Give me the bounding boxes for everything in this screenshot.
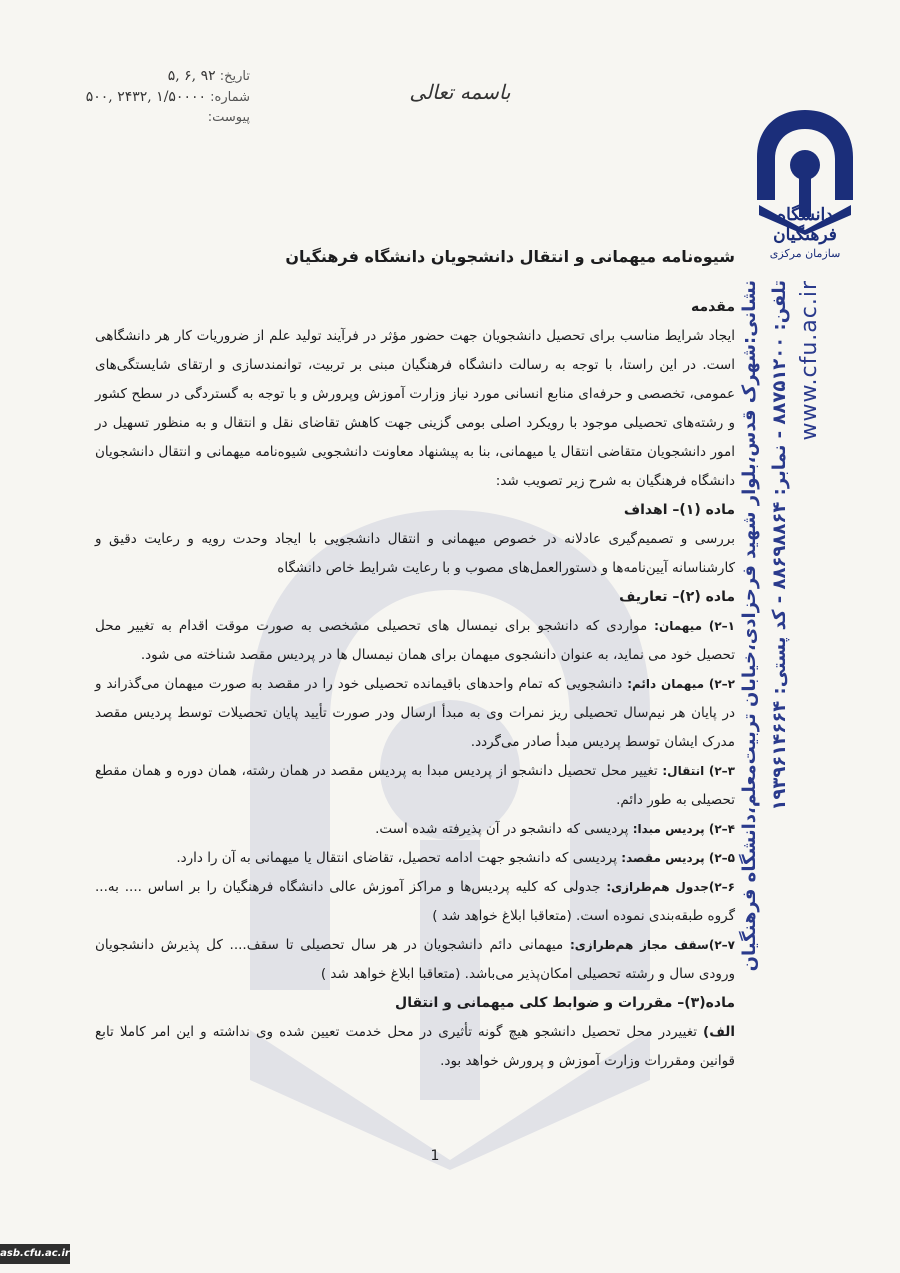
article3-item-text: تغییردر محل تحصیل دانشجو هیچ گونه تأثیری در محل خدمت تعیین شده وی نداشته و این امر کاملا تابع قوانین ومقررات وزارت آموزش و پرورش خواهد بود. <box>95 1024 735 1069</box>
article1-paragraph: بررسی و تصمیم‌گیری عادلانه در خصوص میهمانی و انتقال دانشجویی با ایجاد وحدت رویه و رعایت دقیق و کارشناسانه آیین‌نامه‌ها و دستورالعمل‌های مصوب و با رعایت شرایط خاص دانشگاه <box>95 531 735 576</box>
definition-item <box>95 612 735 670</box>
site-badge[interactable]: asb.cfu.ac.ir <box>0 1244 70 1264</box>
definition-term: ۴–۲) پردیس مبدا: <box>632 822 735 836</box>
attachment-row <box>40 108 250 128</box>
definition-text: مواردی که دانشجو برای نیمسال های تحصیلی مشخصی به صورت موقت اقدام به تغییر محل تحصیل خود می نماید، به عنوان دانشجوی میهمان برای همان نیمسال ها در پردیس مقصد شناخته می شود. <box>95 618 735 663</box>
bismillah-heading: باسمه تعالی <box>409 80 511 104</box>
sidebar-contact-info <box>735 280 845 1000</box>
document-title: شیوه‌نامه میهمانی و انتقال دانشجویان دانشگاه فرهنگیان <box>285 247 735 266</box>
definition-term: ۳–۲) انتقال: <box>662 764 735 778</box>
date-row <box>40 66 250 87</box>
article3-item <box>95 1018 735 1076</box>
definition-item <box>95 815 735 844</box>
attachment-label: پیوست: <box>207 110 250 125</box>
date-label: تاریخ: <box>219 69 250 84</box>
definition-text: پردیسی که دانشجو جهت ادامه تحصیل، تقاضای انتقال یا میهمانی به آن را دارد. <box>176 850 622 866</box>
number-value: ۱/۵۰۰۰۰ ,۲۴۳۲ ,۵۰۰ <box>85 89 207 105</box>
article1-heading: ماده (۱)– اهداف <box>623 502 735 518</box>
sidebar-website: www.cfu.ac.ir <box>797 280 822 441</box>
definition-text: دانشجویی که تمام واحدهای باقیمانده تحصیلی خود را در مقصد به صورت میهمان می‌گذراند و در پایان هر نیم‌سال تحصیلی ریز نمرات وی به مبدأ ارسال ودر صورت تأیید پایان تحصیلات توسط پردیس مقصد مدرک ایشان توسط پردیس مبدأ صادر می‌گردد. <box>95 676 735 750</box>
article2-heading: ماده (۲)– تعاریف <box>619 589 735 605</box>
intro-heading: مقدمه <box>691 299 735 315</box>
definition-term: ۱–۲) میهمان: <box>654 619 735 633</box>
definition-text: تغییر محل تحصیل دانشجو از پردیس مبدا به پردیس مقصد در همان رشته، همان دوره و همان مقطع تحصیلی به طور دائم. <box>95 763 735 808</box>
sidebar-phone: تلفن: ۸۸۷۵۱۲۰۰ - نمابر: ۸۸۶۹۸۸۶۴ - کد پستی: ۱۹۳۹۶۱۴۶۶۴ <box>769 280 790 811</box>
definition-item <box>95 757 735 815</box>
logo-caption <box>745 205 865 260</box>
definition-term: ۷–۲)سقف مجاز هم‌طرازی: <box>569 938 735 952</box>
logo-university-name: دانشگاه فرهنگیان <box>773 205 837 245</box>
article3-item-label: الف) <box>703 1024 735 1040</box>
definition-term: ۵–۲) پردیس مقصد: <box>621 851 735 865</box>
definition-item <box>95 844 735 873</box>
intro-paragraph: ایجاد شرایط مناسب برای تحصیل دانشجویان جهت حضور مؤثر در فرآیند تولید علم از ضروریات کار هر دانشگاهی است. در این راستا، با توجه به رسالت دانشگاه فرهنگیان مبنی بر تربیت، توانمندسازی و ارتقای شایستگی‌های عمومی، تخصصی و حرفه‌ای منابع انسانی مورد نیاز وزارت آموزش وپرورش و با توجه به گستردگی در سطح کشور و رشته‌های تحصیلی موجود با رویکرد اصلی بومی گزینی جهت کاهش تقاضای نقل و انتقال و به منظور تسهیل در امور دانشجویان متقاضی انتقال یا میهمانی، بنا به پیشنهاد معاونت دانشجویی شیوه‌نامه میهمانی و انتقال دانشجویان دانشگاه فرهنگیان به شرح زیر تصویب شد: <box>95 328 735 489</box>
definition-text: جدولی که کلیه پردیس‌ها و مراکز آموزش عالی دانشگاه فرهنگیان را بر اساس .... به... گروه طبقه‌بندی نموده است. (متعاقبا ابلاغ خواهد شد ) <box>95 879 735 924</box>
document-body <box>95 242 735 1076</box>
definition-text: میهمانی دائم دانشجویان در هر سال تحصیلی تا سقف.... کل پذیرش دانشجویان ورودی سال و رشته تحصیلی امکان‌پذیر می‌باشد. (متعاقبا ابلاغ خواهد شد ) <box>95 937 735 982</box>
definition-term: ۶–۲)جدول هم‌طرازی: <box>606 880 735 894</box>
definition-term: ۲–۲) میهمان دائم: <box>627 677 735 691</box>
definitions-list <box>95 612 735 989</box>
definition-item <box>95 670 735 757</box>
date-value: ۹۲ ,۶ ,۵ <box>167 68 216 84</box>
sidebar-address: نشانی:شهرک قدس،بلوار شهید فرحزادی،خیابان تربیت‌معلم،دانشگاه فرهنگیان <box>739 280 760 972</box>
definition-item <box>95 931 735 989</box>
number-label: شماره: <box>210 90 250 105</box>
article3-heading: ماده(۳)– مقررات و ضوابط کلی میهمانی و انتقال <box>395 995 735 1011</box>
definition-item <box>95 873 735 931</box>
page-number: 1 <box>430 1148 440 1164</box>
letter-metadata <box>40 66 250 128</box>
definition-text: پردیسی که دانشجو در آن پذیرفته شده است. <box>375 821 633 837</box>
number-row <box>40 87 250 108</box>
logo-subtitle: سازمان مرکزی <box>769 247 841 260</box>
